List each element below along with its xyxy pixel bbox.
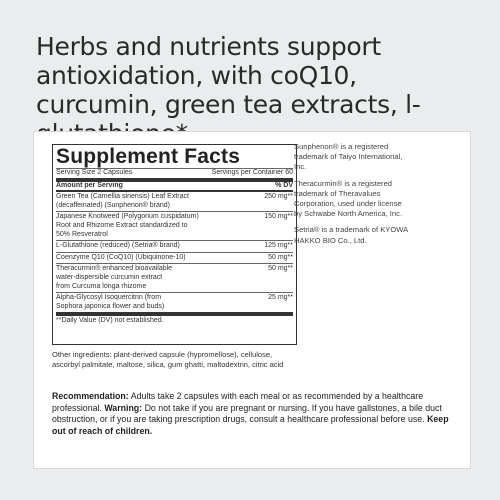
ingredient-line: from Curcuma longa rhizome (56, 282, 147, 290)
label-card (33, 131, 471, 469)
ingredient-line: Green Tea (Camellia sinensis) Leaf Extract (56, 193, 189, 201)
servings-per-container: Servings per Container 60 (211, 169, 293, 176)
ingredient-line: 50% Resveratrol (56, 230, 108, 238)
recommendation (52, 391, 460, 438)
facts-items (56, 190, 293, 312)
facts-item-row (56, 211, 293, 240)
ingredient-line: Theracurmin® enhanced bioavailable (56, 265, 173, 273)
headline: Herbs and nutrients support antioxidation, with coQ10, curcumin, green tea extracts, l- (36, 32, 421, 119)
trademark-note: Setria® is a trademark of KYOWA HAKKO BIO Co., Ltd. (294, 225, 408, 245)
recommendation-text: Adults take 2 capsules with each meal or as recommended by a healthcare professional. (52, 391, 424, 413)
serving-size: Serving Size 2 Capsules (56, 169, 133, 176)
facts-item-row (56, 240, 293, 252)
serving-row (56, 168, 293, 178)
recommendation-label: Recommendation: (52, 391, 129, 401)
amount-header-row (56, 178, 293, 191)
ingredient-amount: 50 mg** (268, 253, 293, 261)
keep-out-of-reach: Keep out of reach of children. (52, 414, 449, 437)
ingredient-amount: 25 mg** (268, 294, 293, 302)
ingredient-line: water-dispersible curcumin extract (56, 273, 163, 281)
facts-item-row (56, 192, 293, 211)
warning-label: Warning: (104, 402, 143, 413)
ingredient-line: Sophora japonica flower and buds) (56, 302, 165, 310)
warning-text: Do not take if you are pregnant or nursing. If you have gallstones, a bile duct obstruction, or if you are taking prescription drugs, consult a healthcare professional before use. (52, 402, 442, 425)
supplement-facts-panel (52, 144, 297, 345)
footnote: **Daily Value (DV) not established. (56, 312, 293, 326)
ingredient-line: Alpha-Glycosyl Isoquercitrin (from (56, 294, 162, 302)
ingredient-name (56, 294, 246, 311)
ingredient-name (56, 254, 246, 263)
ingredient-name (56, 265, 246, 291)
amount-header: Amount per Serving (56, 181, 123, 189)
facts-title: Supplement Facts (56, 145, 241, 168)
dv-header: % DV (275, 181, 293, 189)
ingredient-amount: 250 mg** (264, 193, 293, 201)
trademark-notes (294, 142, 409, 252)
facts-item-row (56, 252, 293, 264)
ingredient-line: Japanese Knotweed (Polygonum cuspidatum) (56, 213, 199, 221)
ingredient-amount: 150 mg** (264, 213, 293, 221)
other-ingredients: Other ingredients: plant-derived capsule (hypromellose), cellulose, ascorbyl palmitate, maltose, silica, gum ghatti, maltodextrin, citric acid (52, 350, 284, 369)
ingredient-name (56, 242, 246, 251)
ingredient-line: L-Glutathione (reduced) (Setria® brand) (56, 242, 180, 250)
ingredient-name (56, 213, 246, 239)
facts-item-row (56, 263, 293, 292)
ingredient-line: Coenzyme Q10 (CoQ10) (Ubiquinone-10) (56, 253, 186, 261)
ingredient-amount: 50 mg** (268, 265, 293, 273)
ingredient-name (56, 193, 246, 210)
trademark-note: Sunphenon® is a registered trademark of Taiyo International, Inc. (294, 142, 403, 172)
facts-item-row (56, 292, 293, 312)
ingredient-line: (decaffeinated) (Sunphenon® brand) (56, 201, 170, 209)
ingredient-line: Root and Rhizome Extract standardized to (56, 221, 188, 229)
trademark-note: Theracurmin® is a registered trademark of Theravalues Corporation, used under license by Schwabe North America, Inc. (294, 178, 403, 219)
ingredient-amount: 125 mg** (264, 242, 293, 250)
